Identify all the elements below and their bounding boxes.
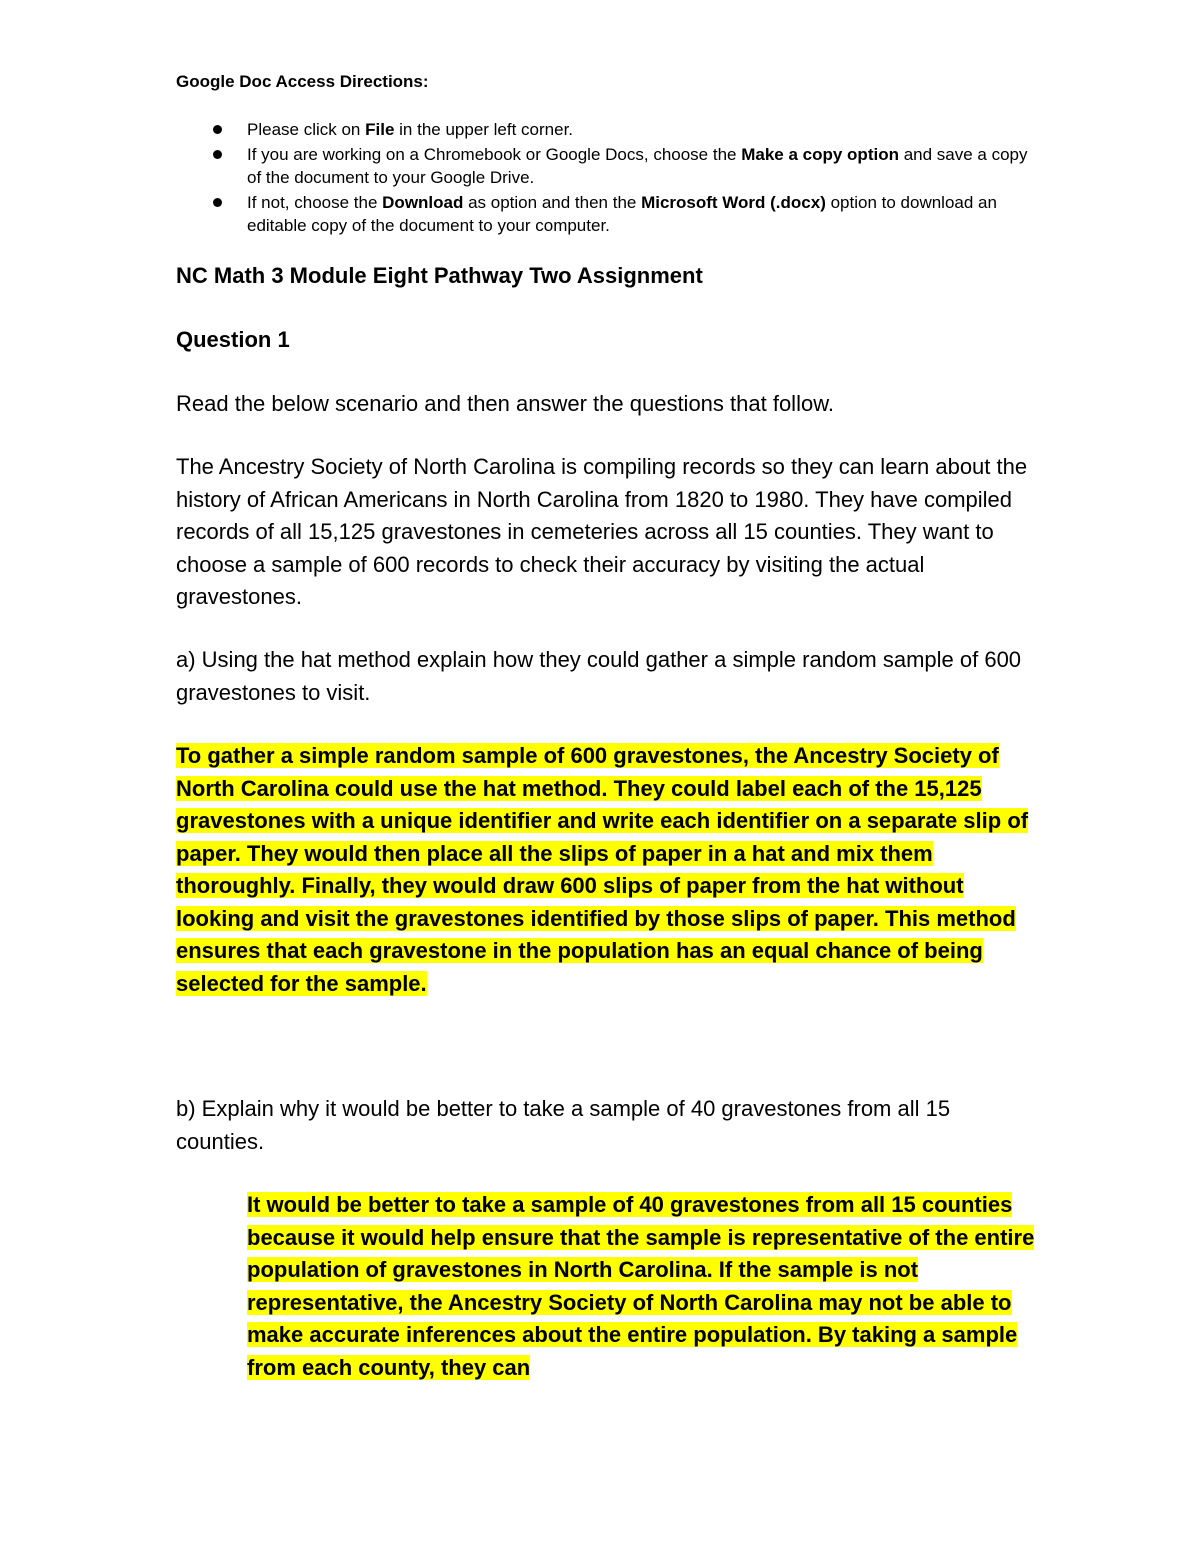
access-directions-list — [176, 118, 1036, 239]
bold-term: File — [365, 120, 395, 139]
bold-term: Make a copy option — [741, 145, 899, 164]
bullet-icon — [213, 150, 222, 159]
access-directions-heading: Google Doc Access Directions: — [176, 72, 429, 91]
answer-b-text: It would be better to take a sample of 40 gravestones from all 15 counties because it would help ensure that the sample is representative of the entire population of gravestones in North Carolina. If the sample is not representative, the Ancestry Society of North Carolina may not be able to make accurate inferences about the entire population. By taking a sample from each county, they can — [247, 1192, 1035, 1380]
text-segment: If not, choose the — [247, 193, 383, 212]
text-segment: If you are working on a Chromebook or Google Docs, choose the — [247, 145, 742, 164]
question-heading: Question 1 — [176, 327, 290, 352]
document-title: NC Math 3 Module Eight Pathway Two Assignment — [176, 263, 703, 288]
answer-b — [247, 1189, 1037, 1384]
text-segment: and save a copy of the document to your Google Drive. — [247, 145, 1028, 187]
bold-term: Download — [382, 193, 464, 212]
list-item — [176, 191, 1036, 237]
intro-paragraph: Read the below scenario and then answer the questions that follow. — [176, 391, 834, 416]
text-segment: as option and then the — [463, 193, 642, 212]
text-segment: Please click on — [247, 120, 366, 139]
answer-a — [176, 740, 1036, 1000]
part-b-question: b) Explain why it would be better to take a sample of 40 gravestones from all 15 counties. — [176, 1096, 951, 1154]
bullet-icon — [213, 198, 222, 207]
bullet-text — [247, 193, 997, 235]
list-item — [176, 143, 1036, 189]
bullet-text — [247, 145, 1028, 187]
scenario-paragraph: The Ancestry Society of North Carolina is compiling records so they can learn about the history of African Americans in North Carolina from 1820 to 1980. They have compiled records of all 15,125 gravestones in cemeteries across all 15 counties. They want to choose a sample of 600 records to check their accuracy by visiting the actual gravestones. — [176, 454, 1028, 609]
text-segment: option to download an editable copy of the document to your computer. — [247, 193, 997, 235]
bold-term: Microsoft Word (.docx) — [641, 193, 826, 212]
bullet-text — [247, 120, 573, 139]
part-a-question: a) Using the hat method explain how they could gather a simple random sample of 600 gravestones to visit. — [176, 647, 1022, 705]
list-item — [176, 118, 1036, 141]
answer-a-text: To gather a simple random sample of 600 gravestones, the Ancestry Society of North Carolina could use the hat method. They could label each of the 15,125 gravestones with a unique identifier and write each identifier on a separate slip of paper. They would then place all the slips of paper in a hat and mix them thoroughly. Finally, they would draw 600 slips of paper from the hat without looking and visit the gravestones identified by those slips of paper. This method ensures that each gravestone in the population has an equal chance of being selected for the sample. — [176, 743, 1029, 996]
text-segment: in the upper left corner. — [394, 120, 574, 139]
bullet-icon — [213, 125, 222, 134]
